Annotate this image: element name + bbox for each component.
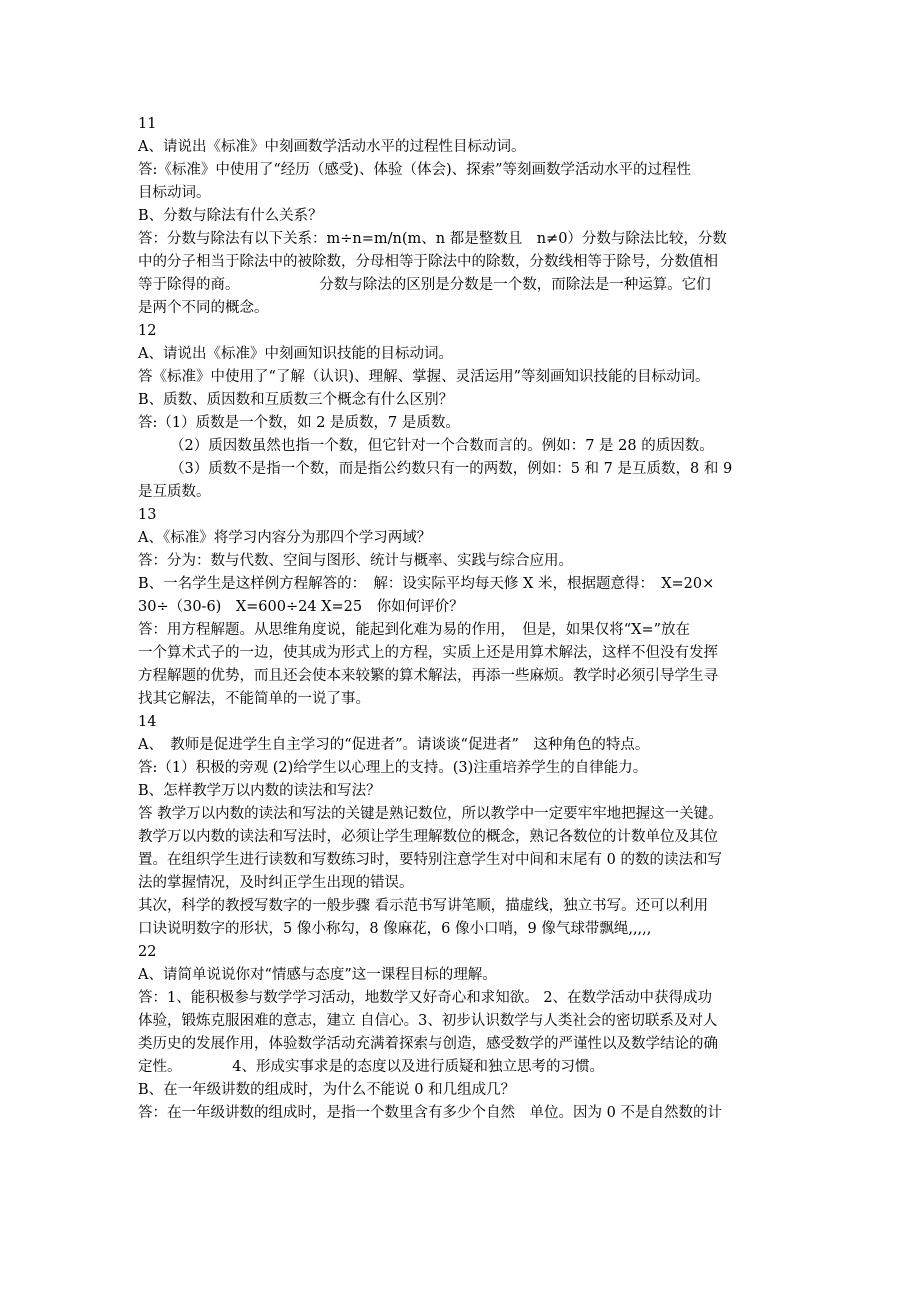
text-line: 口诀说明数字的形状，5 像小称勾，8 像麻花，6 像小口哨，9 像气球带飘绳,,,,,	[138, 921, 652, 937]
text-line: A、请说出《标准》中刻画知识技能的目标动词。	[138, 346, 453, 362]
text-line: 是互质数。	[138, 484, 211, 500]
text-line: 答：分数与除法有以下关系：m÷n=m/n(m、n 都是整数且 n≠0）分数与除法比较，分数	[138, 231, 727, 247]
text-line: 找其它解法，不能简单的一说了事。	[138, 691, 370, 707]
text-line: 11	[138, 116, 157, 132]
text-line: 答：用方程解题。从思维角度说，能起到化难为易的作用， 但是，如果仅将“X=”放在	[138, 622, 691, 638]
document-page	[138, 113, 786, 1125]
text-line: 答:（1）质数是一个数，如 2 是质数，7 是质数。	[138, 415, 460, 431]
text-line: 12	[138, 323, 157, 339]
text-line: 14	[138, 714, 157, 730]
text-line: 30÷（30-6) X=600÷24 X=25 你如何评价？	[138, 599, 464, 615]
text-line: B、在一年级讲数的组成时，为什么不能说 0 和几组成几？	[138, 1082, 516, 1098]
text-line: 方程解题的优势，而且还会使本来较繁的算术解法，再添一些麻烦。教学时必须引导学生寻	[138, 668, 718, 684]
text-line: 答:《标准》中使用了“经历（感受)、体验（体会)、探索”等刻画数学活动水平的过程性	[138, 162, 692, 178]
text-line: B、怎样教学万以内数的读法和写法？	[138, 783, 381, 799]
text-line: B、分数与除法有什么关系？	[138, 208, 323, 224]
text-line: 答《标准》中使用了“了解（认识)、理解、掌握、灵活运用”等刻画知识技能的目标动词。	[138, 369, 710, 385]
text-line: 置。在组织学生进行读数和写数练习时，要特别注意学生对中间和末尾有 0 的数的读法和写	[138, 852, 722, 868]
text-line: 体验，锻炼克服困难的意志，建立 自信心。3、初步认识数学与人类社会的密切联系及对人	[138, 1013, 718, 1029]
text-line: （3）质数不是指一个数，而是指公约数只有一的两数，例如：5 和 7 是互质数，8 和 9	[170, 461, 733, 477]
text-line: 其次，科学的教授写数字的一般步骤 看示范书写讲笔顺，描虚线，独立书写。还可以利用	[138, 898, 709, 914]
text-line: 等于除得的商。 分数与除法的区别是分数是一个数，而除法是一种运算。它们	[138, 277, 711, 293]
text-line: 答：1、能积极参与数学学习活动，地数学又好奇心和求知欲。 2、在数学活动中获得成功	[138, 990, 713, 1006]
text-line: 是两个不同的概念。	[138, 300, 269, 316]
text-line: 类历史的发展作用，体验数学活动充满着探索与创造，感受数学的严谨性以及数学结论的确	[138, 1036, 718, 1052]
text-line: B、一名学生是这样例方程解答的： 解：设实际平均每天修 X 米，根据题意得： X=20×	[138, 576, 715, 592]
text-line: A、《标准》将学习内容分为那四个学习两域？	[138, 530, 432, 546]
text-line: 答 教学万以内数的读法和写法的关键是熟记数位，所以教学中一定要牢牢地把握这一关键。	[138, 806, 723, 822]
text-line: A、请简单说说你对“情感与态度”这一课程目标的理解。	[138, 967, 497, 983]
text-line: A、请说出《标准》中刻画数学活动水平的过程性目标动词。	[138, 139, 526, 155]
text-line: 定性。 4、形成实事求是的态度以及进行质疑和独立思考的习惯。	[138, 1059, 604, 1075]
text-line: （2）质因数虽然也指一个数，但它针对一个合数而言的。例如：7 是 28 的质因数。	[170, 438, 714, 454]
text-line: 22	[138, 944, 157, 960]
text-line: 中的分子相当于除法中的被除数，分母相等于除法中的除数，分数线相等于除号，分数值相	[138, 254, 718, 270]
text-line: 教学万以内数的读法和写法时，必须让学生理解数位的概念，熟记各数位的计数单位及其位	[138, 829, 718, 845]
text-line: A、 教师是促进学生自主学习的“促进者”。请谈谈“促进者” 这种角色的特点。	[138, 737, 650, 753]
text-line: 答：分为：数与代数、空间与图形、统计与概率、实践与综合应用。	[138, 553, 573, 569]
text-line: 答:（1）积极的旁观 (2)给学生以心理上的支持。(3)注重培养学生的自律能力。	[138, 760, 648, 776]
text-line: B、质数、质因数和互质数三个概念有什么区别？	[138, 392, 454, 408]
text-line: 一个算术式子的一边，使其成为形式上的方程，实质上还是用算术解法，这样不但没有发挥	[138, 645, 718, 661]
text-line: 13	[138, 507, 157, 523]
text-line: 法的掌握情况，及时纠正学生出现的错误。	[138, 875, 414, 891]
text-line: 答：在一年级讲数的组成时，是指一个数里含有多少个自然 单位。因为 0 不是自然数的计	[138, 1105, 722, 1121]
text-line: 目标动词。	[138, 185, 211, 201]
